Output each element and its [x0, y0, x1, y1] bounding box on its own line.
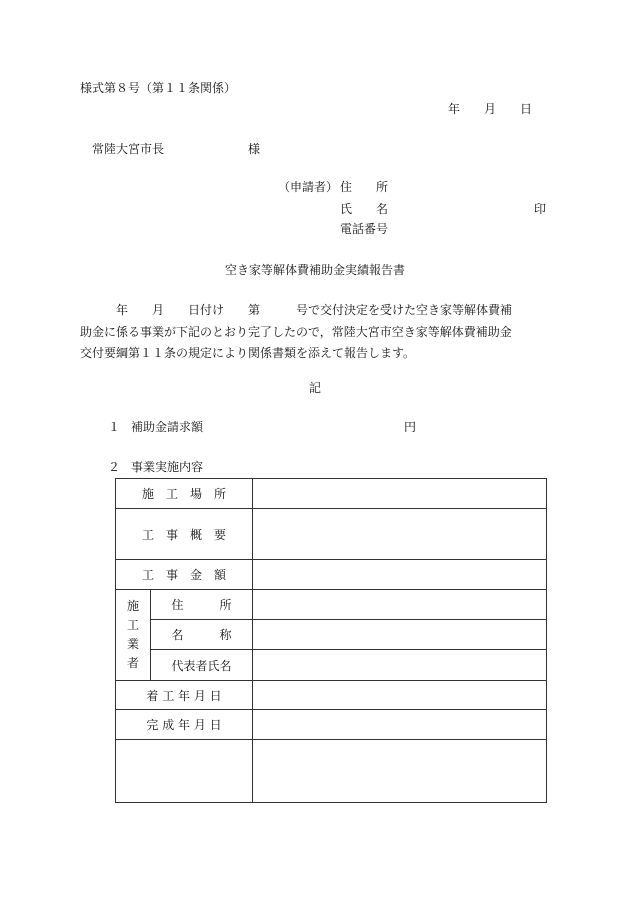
table-row — [116, 681, 547, 710]
item2-label: 事業実施内容 — [131, 460, 204, 474]
contractor-char-1: 施 — [126, 599, 139, 613]
end-date-value[interactable] — [253, 710, 547, 740]
applicant-label: （申請者） — [278, 180, 339, 194]
applicant-address-label: 住 所 — [340, 180, 389, 194]
site-label: 施 工 場 所 — [116, 479, 253, 509]
end-date-label: 完 成 年 月 日 — [116, 710, 253, 740]
table-row — [116, 710, 547, 740]
contractor-address-value[interactable] — [253, 590, 547, 620]
table-row — [116, 740, 547, 803]
start-date-label: 着 工 年 月 日 — [116, 681, 253, 710]
extra-value[interactable] — [253, 740, 547, 803]
table-row — [116, 509, 547, 560]
amount-value[interactable] — [253, 560, 547, 590]
summary-label: 工 事 概 要 — [116, 509, 253, 560]
amount-label: 工 事 金 額 — [116, 560, 253, 590]
form-number: 様式第８号（第１１条関係） — [80, 81, 237, 95]
extra-label — [116, 740, 253, 803]
contractor-address-label: 住 所 — [151, 590, 253, 620]
contractor-rep-value[interactable] — [253, 650, 547, 681]
item2-number: ２ — [108, 460, 121, 474]
addressee: 常陸大宮市長 様 — [92, 142, 261, 156]
contractor-name-label: 名 称 — [151, 620, 253, 650]
table-row — [116, 620, 547, 650]
ki-heading: 記 — [308, 381, 321, 395]
applicant-name-label: 氏 名 — [340, 202, 389, 216]
seal-mark: 印 — [534, 202, 547, 216]
body-line-1: 年 月 日付け 第 号で交付決定を受けた空き家等解体費補 — [80, 303, 513, 317]
start-date-value[interactable] — [253, 681, 547, 710]
document-title: 空き家等解体費補助金実績報告書 — [224, 263, 405, 277]
contractor-rep-label: 代表者氏名 — [151, 650, 253, 681]
item1-unit: 円 — [404, 420, 417, 434]
contractor-label — [116, 590, 151, 681]
table-row — [116, 590, 547, 620]
contractor-name-value[interactable] — [253, 620, 547, 650]
date-line: 年 月 日 — [448, 102, 533, 116]
contractor-char-3: 業 — [126, 637, 139, 651]
table-row — [116, 479, 547, 509]
contractor-char-2: 工 — [126, 618, 139, 632]
project-details-table — [115, 478, 547, 803]
applicant-phone-label: 電話番号 — [340, 222, 389, 236]
body-line-3: 交付要綱第１１条の規定により関係書類を添えて報告します。 — [80, 346, 416, 360]
contractor-char-4: 者 — [126, 656, 139, 670]
item1-number: １ — [108, 420, 121, 434]
body-paragraph — [80, 300, 560, 365]
table-row — [116, 560, 547, 590]
item1-label: 補助金請求額 — [131, 420, 204, 434]
summary-value[interactable] — [253, 509, 547, 560]
body-line-2: 助金に係る事業が下記のとおり完了したので，常陸大宮市空き家等解体費補助金 — [80, 324, 512, 339]
table-row — [116, 650, 547, 681]
site-value[interactable] — [253, 479, 547, 509]
